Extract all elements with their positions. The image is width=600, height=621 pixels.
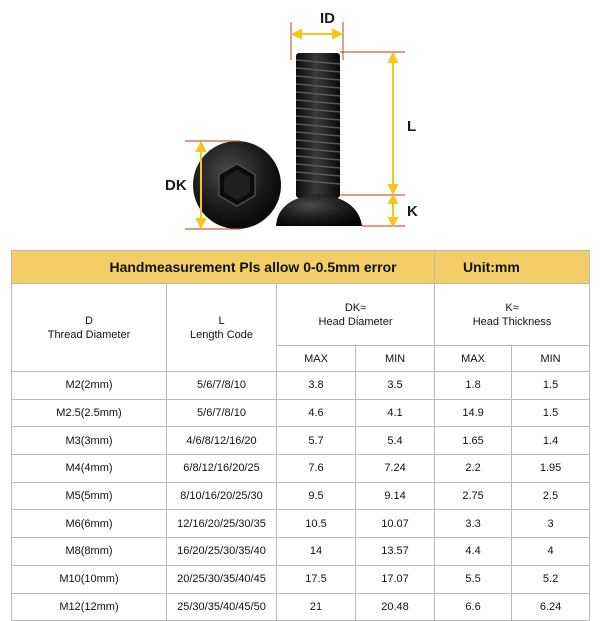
cell-dk-min: 7.24	[356, 455, 435, 483]
cell-dk-max: 14	[277, 538, 356, 566]
header-l	[167, 284, 277, 372]
cell-k-max: 3.3	[435, 510, 512, 538]
table-row	[12, 372, 590, 400]
cell-dk-max: 17.5	[277, 565, 356, 593]
k-dimension-label: K	[407, 203, 418, 220]
header-dk-min: MIN	[356, 346, 435, 372]
cell-thread: M4(4mm)	[12, 455, 167, 483]
cell-thread: M2.5(2.5mm)	[12, 399, 167, 427]
table-row	[12, 427, 590, 455]
screw-side-view	[276, 53, 362, 226]
id-dimension-label: ID	[320, 10, 335, 27]
cell-k-max: 4.4	[435, 538, 512, 566]
cell-length: 16/20/25/30/35/40	[167, 538, 277, 566]
cell-k-max: 5.5	[435, 565, 512, 593]
table-row	[12, 565, 590, 593]
header-k	[435, 284, 590, 346]
table-row	[12, 399, 590, 427]
table-banner	[12, 251, 590, 284]
cell-length: 8/10/16/20/25/30	[167, 482, 277, 510]
cell-dk-min: 10.07	[356, 510, 435, 538]
cell-length: 12/16/20/25/30/35	[167, 510, 277, 538]
banner-unit: Unit:mm	[435, 251, 590, 284]
cell-k-max: 2.2	[435, 455, 512, 483]
cell-dk-min: 13.57	[356, 538, 435, 566]
cell-thread: M3(3mm)	[12, 427, 167, 455]
cell-k-max: 14.9	[435, 399, 512, 427]
header-dk-symbol: DK≈	[344, 301, 367, 314]
cell-k-min: 6.24	[512, 593, 590, 621]
cell-k-min: 2.5	[512, 482, 590, 510]
l-dimension-label: L	[407, 118, 417, 135]
cell-dk-min: 20.48	[356, 593, 435, 621]
cell-dk-max: 3.8	[277, 372, 356, 400]
cell-k-max: 2.75	[435, 482, 512, 510]
header-d-symbol: D	[85, 314, 93, 327]
cell-length: 5/6/7/8/10	[167, 372, 277, 400]
screw-illustration	[0, 0, 600, 248]
cell-k-min: 1.5	[512, 399, 590, 427]
table-row	[12, 482, 590, 510]
header-row	[12, 284, 590, 346]
screw-diagram	[0, 0, 600, 248]
cell-dk-max: 10.5	[277, 510, 356, 538]
header-d-name: Thread Diameter	[47, 328, 131, 341]
header-dk-max: MAX	[277, 346, 356, 372]
cell-k-min: 4	[512, 538, 590, 566]
cell-k-min: 1.4	[512, 427, 590, 455]
cell-thread: M6(6mm)	[12, 510, 167, 538]
cell-thread: M8(8mm)	[12, 538, 167, 566]
header-l-name: Length Code	[190, 328, 253, 341]
cell-k-max: 6.6	[435, 593, 512, 621]
table-row	[12, 538, 590, 566]
cell-length: 4/6/8/12/16/20	[167, 427, 277, 455]
cell-k-min: 1.5	[512, 372, 590, 400]
header-d	[12, 284, 167, 372]
cell-dk-max: 5.7	[277, 427, 356, 455]
cell-k-min: 3	[512, 510, 590, 538]
banner-title: Handmeasurement Pls allow 0-0.5mm error	[12, 251, 435, 284]
header-k-max: MAX	[435, 346, 512, 372]
cell-dk-max: 4.6	[277, 399, 356, 427]
cell-dk-min: 4.1	[356, 399, 435, 427]
cell-dk-min: 9.14	[356, 482, 435, 510]
cell-dk-min: 3.5	[356, 372, 435, 400]
cell-thread: M5(5mm)	[12, 482, 167, 510]
cell-length: 6/8/12/16/20/25	[167, 455, 277, 483]
cell-k-max: 1.8	[435, 372, 512, 400]
cell-k-min: 5.2	[512, 565, 590, 593]
cell-dk-min: 17.07	[356, 565, 435, 593]
cell-thread: M2(2mm)	[12, 372, 167, 400]
header-k-name: Head Thickness	[472, 315, 552, 328]
table-row	[12, 510, 590, 538]
header-k-symbol: K≈	[505, 301, 519, 314]
screw-head-front-view	[193, 141, 281, 229]
cell-thread: M10(10mm)	[12, 565, 167, 593]
cell-thread: M12(12mm)	[12, 593, 167, 621]
table-row	[12, 593, 590, 621]
cell-k-min: 1.95	[512, 455, 590, 483]
cell-dk-max: 7.6	[277, 455, 356, 483]
header-k-min: MIN	[512, 346, 590, 372]
cell-dk-max: 21	[277, 593, 356, 621]
header-dk-name: Head Diameter	[318, 315, 393, 328]
header-dk	[277, 284, 435, 346]
cell-length: 25/30/35/40/45/50	[167, 593, 277, 621]
size-spec-table	[11, 250, 590, 621]
dk-dimension-label: DK	[165, 177, 187, 194]
cell-dk-max: 9.5	[277, 482, 356, 510]
button-head	[276, 194, 362, 226]
cell-length: 20/25/30/35/40/45	[167, 565, 277, 593]
cell-dk-min: 5.4	[356, 427, 435, 455]
cell-length: 5/6/7/8/10	[167, 399, 277, 427]
header-l-symbol: L	[218, 314, 225, 327]
cell-k-max: 1.65	[435, 427, 512, 455]
table-row	[12, 455, 590, 483]
